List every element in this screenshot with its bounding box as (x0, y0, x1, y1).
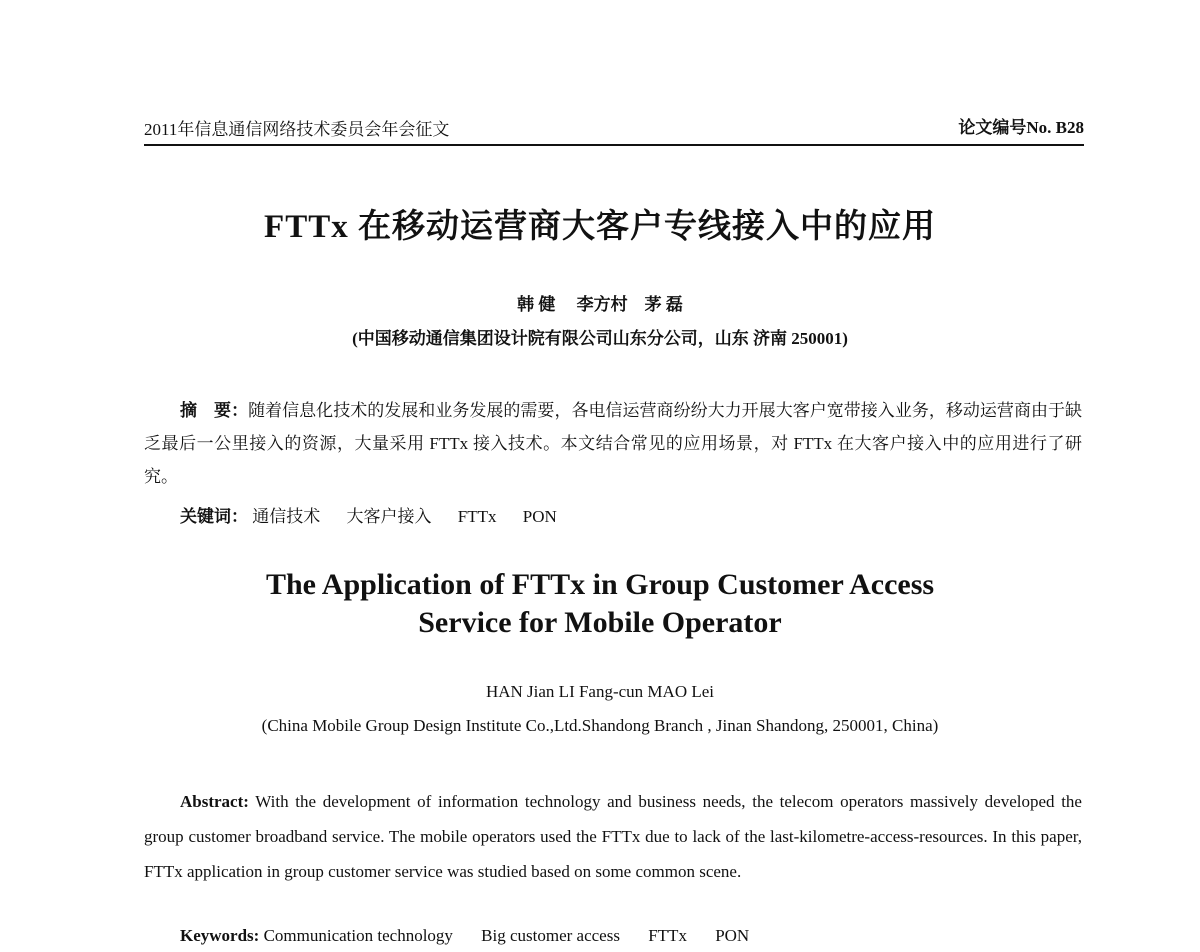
chinese-abstract (144, 394, 1082, 493)
english-keyword: FTTx (648, 926, 687, 945)
chinese-keyword: PON (522, 507, 557, 526)
chinese-keywords (180, 502, 579, 527)
english-abstract-text: With the development of information technology and business needs, the telecom operators massively developed the group customer broadband service. The mobile operators used the FTTx due to lack of the last-kilometre-access-resources. In this paper, FTTx application in group customer service was studied based on some common scene. (144, 792, 1082, 881)
english-keyword: Communication technology (263, 926, 453, 945)
paper-number: 论文编号No. B28 (958, 118, 1084, 137)
english-keywords-label: Keywords: (180, 926, 260, 945)
chinese-keyword: 大客户接入 (346, 507, 432, 526)
english-affiliation: (China Mobile Group Design Institute Co.,Ltd.Shandong Branch , Jinan Shandong, 250001, China) (261, 716, 939, 735)
english-keywords (180, 926, 773, 946)
english-title-line-2: Service for Mobile Operator (418, 606, 782, 639)
english-title (0, 566, 1200, 642)
page-header (144, 116, 1084, 146)
english-abstract-label: Abstract: (180, 792, 249, 811)
chinese-abstract-label: 摘 要： (180, 401, 249, 420)
chinese-authors: 韩 健 李方村 茅 磊 (517, 295, 683, 314)
english-keyword: PON (715, 926, 750, 945)
english-title-line-1: The Application of FTTx in Group Customer Access (265, 568, 935, 601)
chinese-affiliation: (中国移动通信集团设计院有限公司山东分公司，山东 济南 250001) (352, 329, 848, 348)
chinese-title: FTTx 在移动运营商大客户专线接入中的应用 (264, 209, 936, 245)
chinese-keywords-label: 关键词： (180, 507, 248, 526)
english-keyword: Big customer access (481, 926, 620, 945)
english-abstract (144, 784, 1082, 889)
chinese-keyword: FTTx (457, 507, 497, 526)
english-authors: HAN Jian LI Fang-cun MAO Lei (485, 682, 715, 701)
chinese-abstract-text: 随着信息化技术的发展和业务发展的需要，各电信运营商纷纷大力开展大客户宽带接入业务，移动运营商由于缺乏最后一公里接入的资源，大量采用 FTTx 接入技术。本文结合常见的应用场景，对 FTTx 在大客户接入中的应用进行了研究。 (144, 401, 1083, 486)
chinese-keyword: 通信技术 (252, 507, 321, 526)
conference-label: 2011年信息通信网络技术委员会年会征文 (144, 120, 450, 139)
